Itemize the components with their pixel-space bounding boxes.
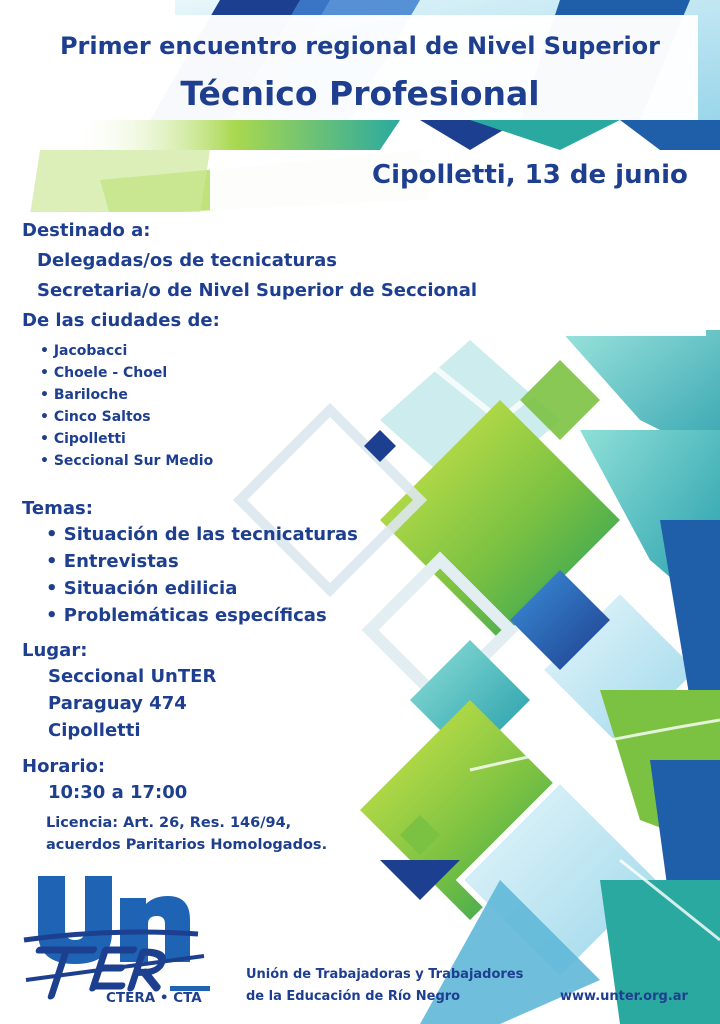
website-link[interactable]: www.unter.org.ar [560, 989, 688, 1004]
org-name-line1: Unión de Trabajadoras y Trabajadores [246, 967, 524, 982]
topic-item: • Situación edilicia [46, 578, 238, 599]
logo-caption: CTERA • CTA [106, 990, 202, 1006]
city-item: • Seccional Sur Medio [40, 453, 214, 469]
place-line: Paraguay 474 [48, 693, 187, 714]
topic-item: • Problemáticas específicas [46, 605, 327, 626]
schedule-time: 10:30 a 17:00 [48, 782, 188, 803]
city-item: • Cipolletti [40, 431, 126, 447]
topics-heading: Temas: [22, 498, 93, 519]
place-heading: Lugar: [22, 640, 88, 661]
topic-item: • Situación de las tecnicaturas [46, 524, 358, 545]
org-name-line2: de la Educación de Río Negro [246, 989, 461, 1004]
schedule-heading: Horario: [22, 756, 106, 777]
city-item: • Choele - Choel [40, 365, 168, 381]
place-line: Seccional UnTER [48, 666, 217, 687]
license-line1: Licencia: Art. 26, Res. 146/94, [46, 815, 292, 831]
city-item: • Jacobacci [40, 343, 128, 359]
event-title-line2: Técnico Profesional [180, 74, 540, 113]
audience-item: Secretaria/o de Nivel Superior de Seccional [37, 280, 478, 301]
city-item: • Cinco Saltos [40, 409, 151, 425]
topic-item: • Entrevistas [46, 551, 179, 572]
cities-heading: De las ciudades de: [22, 310, 220, 331]
place-line: Cipolletti [48, 720, 141, 741]
license-line2: acuerdos Paritarios Homologados. [46, 837, 328, 853]
event-date: Cipolletti, 13 de junio [372, 160, 688, 190]
city-item: • Bariloche [40, 387, 128, 403]
audience-heading: Destinado a: [22, 220, 151, 241]
event-title-line1: Primer encuentro regional de Nivel Superior [59, 32, 661, 60]
audience-item: Delegadas/os de tecnicaturas [37, 250, 338, 271]
